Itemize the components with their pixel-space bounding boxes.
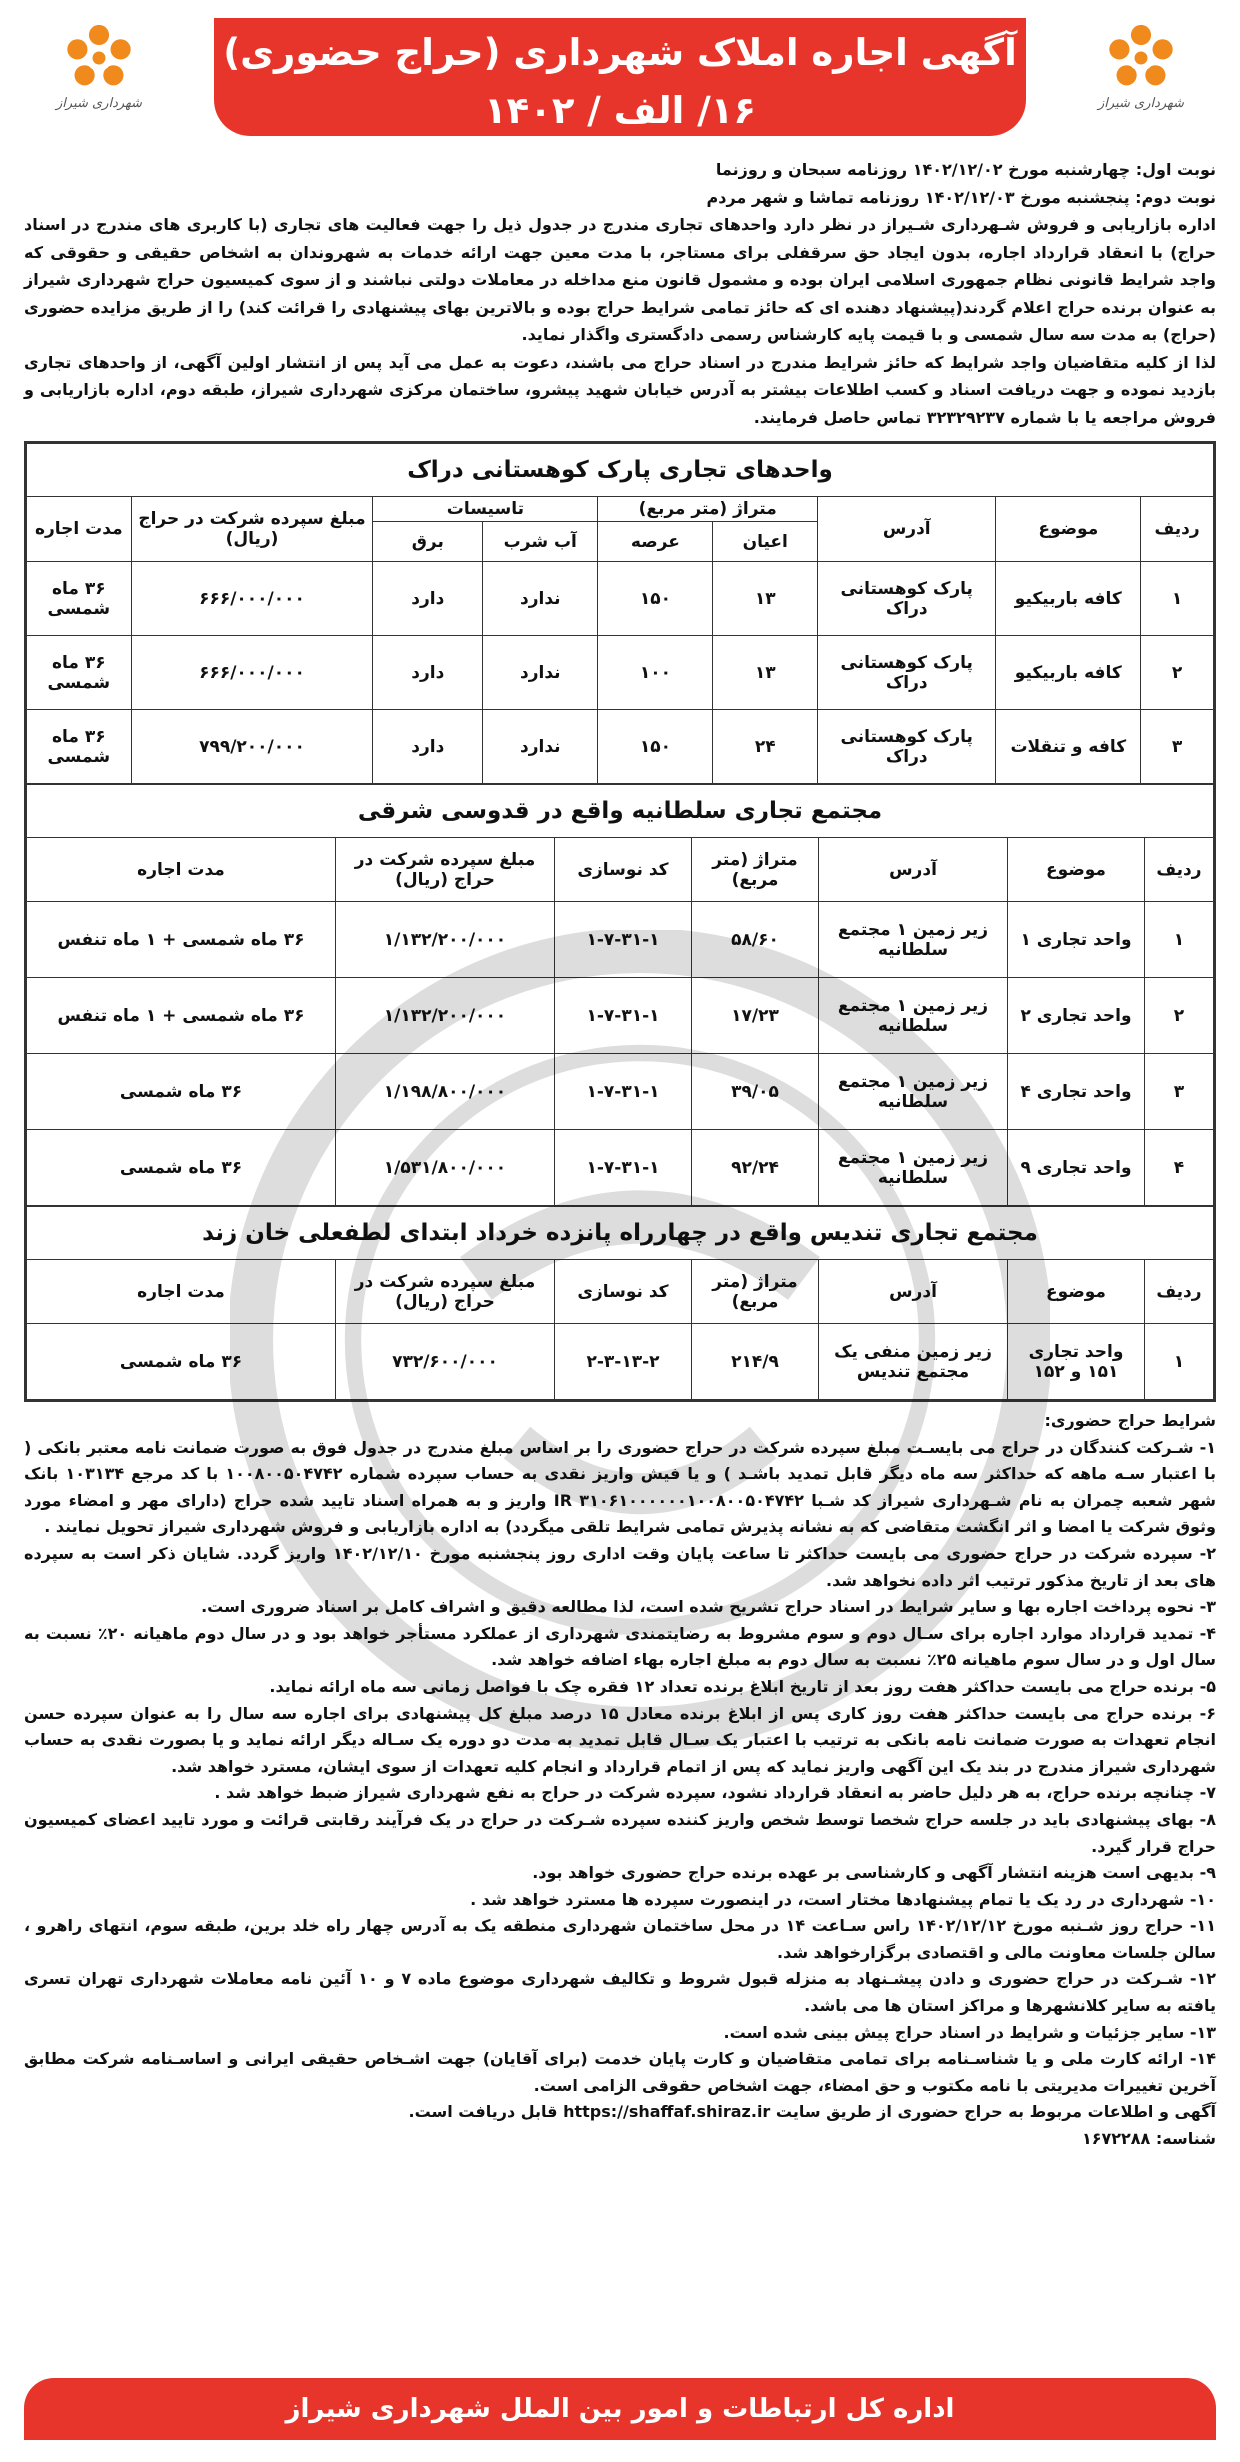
condition-item: ۶- برنده حراج می بایست حداکثر هفت روز کاری پس از ابلاغ برنده معادل ۱۵ درصد مبلغ کل پیشنهادی برای اجاره سه سال را به عنوان سپرده حسن انجام تعهدات به صورت ضمانت نامه بانکی به ترتیب با اعتبار یک سـال قابل تمدید به مدت دو دوره یک سـاله دیگر ارائه نماید و یا بصورت نقدی به حساب شهرداری شیراز مندرج در بند یک این آگهی واریز نماید که پس از اتمام قرارداد و انجام کلیه تعهدات از سوی ایشان، مسترد خواهد شد. (24, 1703, 1216, 1776)
round-one: نوبت اول: چهارشنبه مورخ ۱۴۰۲/۱۲/۰۲ روزنامه سبحان و روزنما (715, 160, 1216, 179)
col-header: کد نوسازی (555, 838, 692, 902)
condition-item: ۱۲- شـرکت در حراج حضوری و دادن پیشـنهاد به منزله قبول شروط و تکالیف شهرداری موضوع ماده ۷ و ۱۰ آئین نامه معاملات شهرداری تهران تسری یافته به سایر کلانشهرها و مراکز استان ها می باشد. (24, 1969, 1217, 2016)
col-header: آدرس (819, 838, 1008, 902)
cell-address: پارک کوهستانی دراک (818, 636, 996, 710)
site-line-before: آگهی و اطلاعات مربوط به حراج حضوری از طریق سایت (775, 2102, 1216, 2122)
condition-item: ۵- برنده حراج می بایست حداکثر هفت روز بعد از تاریخ ابلاغ برنده تعداد ۱۲ فقره چک با فواصل زمانی سه ماه ارائه نماید. (269, 1676, 1216, 1696)
condition-item: ۱۰- شهرداری در رد یک یا تمام پیشنهادها مختار است، در اینصورت سپرده ها مسترد خواهد شد . (470, 1889, 1216, 1909)
condition-item: ۱۴- ارائه کارت ملی و یا شناسـنامه برای تمامی متقاضیان و کارت پایان خدمت (برای آقایان) جهت اشـخاص حقیقی ایرانی و اساسـنامه شرکت مطابق آخرین تغییرات مدیریتی با نامه مکتوب و حق امضاء، جهت اشخاص حقوقی الزامی است. (24, 2049, 1216, 2095)
col-header: عرصه (598, 522, 713, 562)
site-line (24, 2099, 1216, 2126)
col-header: کد نوسازی (555, 1260, 692, 1324)
cell-subject: واحد تجاری ۱۵۱ و ۱۵۲ (1008, 1324, 1145, 1400)
site-url-link[interactable]: https://shaffaf.shiraz.ir (563, 2102, 771, 2122)
cell-subject: کافه باربیکیو (996, 636, 1141, 710)
cell-subject: واحد تجاری ۴ (1008, 1054, 1145, 1130)
cell-duration: ۳۶ ماه شمسی (27, 636, 132, 710)
page-title: آگهی اجاره املاک شهرداری (حراج حضوری) ۱۶/ الف / ۱۴۰۲ (223, 31, 1017, 132)
auction-conditions (24, 1408, 1216, 2153)
cell-address: پارک کوهستانی دراک (818, 710, 996, 784)
condition-item: ۲- سپرده شرکت در حراج حضوری می بایست حداکثر تا ساعت پایان وقت اداری روز پنجشنبه مورخ ۱۴۰۲/۱۲/۱۰ واریز گردد. شایان ذکر است به سپرده های بعد از تاریخ مذکور ترتیب اثر داده نخواهد شد. (24, 1543, 1216, 1590)
cell-deposit: ۶۶۶/۰۰۰/۰۰۰ (131, 562, 373, 636)
cell-land-area: ۱۰۰ (598, 636, 713, 710)
cell-duration: ۳۶ ماه شمسی (27, 1054, 336, 1130)
cell-duration: ۳۶ ماه شمسی (27, 1130, 336, 1206)
cell-subject: واحد تجاری ۱ (1008, 902, 1145, 978)
table-row (27, 562, 1214, 636)
table-darak-park (26, 443, 1214, 784)
intro (24, 156, 1216, 431)
cell-subject: کافه باربیکیو (996, 562, 1141, 636)
cell-deposit: ۱/۱۹۸/۸۰۰/۰۰۰ (336, 1054, 555, 1130)
cell-subject: کافه و تنقلات (996, 710, 1141, 784)
cell-row-number: ۱ (1141, 562, 1214, 636)
col-header: مبلغ سپرده شرکت در حراج (ریال) (336, 1260, 555, 1324)
cell-subject: واحد تجاری ۲ (1008, 978, 1145, 1054)
cell-row-number: ۳ (1141, 710, 1214, 784)
condition-item: ۴- تمدید قرارداد موارد اجاره برای سـال دوم و سوم مشروط به رضایتمندی شهرداری از عملکرد مستأجر خواهد بود و در سال دوم ماهیانه ۲۰٪ نسبت به سال اول و در سال سوم ماهیانه ۲۵٪ نسبت به سال دوم به مبلغ اجاره بهاء اضافه خواهد شد. (24, 1623, 1217, 1670)
id-line: شناسه: ۱۶۷۲۲۸۸ (1081, 2129, 1216, 2149)
cell-power: دارد (373, 710, 483, 784)
table-row (27, 902, 1214, 978)
cell-water: ندارد (483, 710, 598, 784)
cell-row-number: ۳ (1145, 1054, 1214, 1130)
cell-deposit: ۷۳۲/۶۰۰/۰۰۰ (336, 1324, 555, 1400)
cell-building-area: ۱۳ (713, 636, 818, 710)
table-caption: واحدهای تجاری پارک کوهستانی دراک (27, 444, 1214, 497)
cell-address: زیر زمین ۱ مجتمع سلطانیه (819, 978, 1008, 1054)
condition-item: ۱۱- حراج روز شـنبه مورخ ۱۴۰۲/۱۲/۱۲ راس سـاعت ۱۴ در محل ساختمان شهرداری منطقه یک به آدرس چهار راه خلد برین، طبقه سوم، انتهای راهرو ، سالن جلسات معاونت مالی و اقتصادی برگزارخواهد شد. (24, 1916, 1217, 1962)
cell-address: زیر زمین ۱ مجتمع سلطانیه (819, 902, 1008, 978)
cell-area: ۲۱۴/۹ (692, 1324, 819, 1400)
cell-land-area: ۱۵۰ (598, 562, 713, 636)
col-header: مدت اجاره (27, 1260, 336, 1324)
intro-paragraph-1: اداره بازاریابی و فروش شـهرداری شـیراز در نظر دارد واحدهای تجاری مندرج در جدول ذیل را جهت فعالیت های تجاری (با کاربری های مندرج در اسناد حراج) با انعقاد قرارداد اجاره، بدون ایجاد حق سرقفلی برای مستاجر، با مدت معین جهت ارائه خدمات به شهروندان به اشخاص حقیقی و حقوقی که واجد شرایط قانونی نظام جمهوری اسلامی ایران بوده و مشمول قانون منع مداخله در معاملات دولتی نباشند و از سوی کمیسیون حراج شهرداری شیراز به عنوان برنده حراج اعلام گردند(پیشنهاد دهنده ای که حائز تمامی شرایط حراج بوده و بالاترین بهای پیشنهادی را قرائت کند) را از طریق مزایده حضوری (حراج) به مدت سه سال شمسی و با قیمت پایه کارشناس رسمی دادگستری واگذار نماید. (24, 215, 1216, 344)
cell-land-area: ۱۵۰ (598, 710, 713, 784)
table-row (27, 1130, 1214, 1206)
col-header: مدت اجاره (27, 838, 336, 902)
table-caption: مجتمع تجاری تندیس واقع در چهارراه پانزده خرداد ابتدای لطفعلی خان زند (27, 1207, 1214, 1260)
cell-row-number: ۴ (1145, 1130, 1214, 1206)
condition-item: ۸- بهای پیشنهادی باید در جلسه حراج شخصا توسط شخص واریز کننده سپرده شـرکت در حراج در یک فرآیند رقابتی قرائت و مورد تایید اعضای کمیسیون حراج قرار گیرد. (24, 1809, 1216, 1856)
table-row (27, 636, 1214, 710)
cell-water: ندارد (483, 562, 598, 636)
cell-building-area: ۲۴ (713, 710, 818, 784)
cell-area: ۹۲/۲۴ (692, 1130, 819, 1206)
cell-duration: ۳۶ ماه شمسی + ۱ ماه تنفس (27, 978, 336, 1054)
col-header: آدرس (819, 1260, 1008, 1324)
condition-item: ۳- نحوه پرداخت اجاره بها و سایر شرایط در اسناد حراج تشریح شده است، لذا مطالعه دقیق و اشراف کامل بر اسناد ضروری است. (201, 1597, 1216, 1617)
cell-deposit: ۱/۱۳۲/۲۰۰/۰۰۰ (336, 902, 555, 978)
cell-renovation-code: ۱-۷-۳۱-۱ (555, 978, 692, 1054)
cell-area: ۱۷/۲۳ (692, 978, 819, 1054)
cell-duration: ۳۶ ماه شمسی (27, 710, 132, 784)
col-header: متراژ (متر مربع) (692, 838, 819, 902)
cell-row-number: ۱ (1145, 1324, 1214, 1400)
table-soltanieh (26, 784, 1214, 1206)
condition-item: ۹- بدیهی است هزینه انتشار آگهی و کارشناسی بر عهده برنده حراج حضوری خواهد بود. (532, 1863, 1216, 1883)
col-header: ردیف (1145, 1260, 1214, 1324)
col-header: متراژ (متر مربع) (598, 497, 818, 522)
col-header: تاسیسات (373, 497, 598, 522)
logo-left (34, 22, 164, 122)
cell-address: زیر زمین ۱ مجتمع سلطانیه (819, 1054, 1008, 1130)
cell-water: ندارد (483, 636, 598, 710)
cell-power: دارد (373, 636, 483, 710)
table-row (27, 710, 1214, 784)
conditions-title: شرایط حراج حضوری: (1044, 1411, 1216, 1430)
cell-power: دارد (373, 562, 483, 636)
round-two: نوبت دوم: پنجشنبه مورخ ۱۴۰۲/۱۲/۰۳ روزنامه تماشا و شهر مردم (706, 187, 1216, 207)
cell-area: ۵۸/۶۰ (692, 902, 819, 978)
cell-deposit: ۱/۵۳۱/۸۰۰/۰۰۰ (336, 1130, 555, 1206)
municipality-logo-icon (1105, 22, 1177, 94)
cell-row-number: ۲ (1145, 978, 1214, 1054)
cell-subject: واحد تجاری ۹ (1008, 1130, 1145, 1206)
col-header: آدرس (818, 497, 996, 562)
cell-address: زیر زمین ۱ مجتمع سلطانیه (819, 1130, 1008, 1206)
cell-deposit: ۷۹۹/۲۰۰/۰۰۰ (131, 710, 373, 784)
table-caption: مجتمع تجاری سلطانیه واقع در قدوسی شرقی (27, 785, 1214, 838)
col-header: مدت اجاره (27, 497, 132, 562)
condition-item: ۱۳- سایر جزئیات و شرایط در اسناد حراج پیش بینی شده است. (723, 2022, 1216, 2042)
cell-address: پارک کوهستانی دراک (818, 562, 996, 636)
logo-text: شهرداری شیراز (1098, 96, 1184, 111)
cell-duration: ۳۶ ماه شمسی (27, 1324, 336, 1400)
cell-address: زیر زمین منفی یک مجتمع تندیس (819, 1324, 1008, 1400)
cell-deposit: ۶۶۶/۰۰۰/۰۰۰ (131, 636, 373, 710)
table-row (27, 978, 1214, 1054)
cell-renovation-code: ۱-۷-۳۱-۱ (555, 902, 692, 978)
logo-text: شهرداری شیراز (56, 96, 142, 111)
cell-renovation-code: ۱-۷-۳۱-۱ (555, 1130, 692, 1206)
cell-renovation-code: ۱-۷-۳۱-۱ (555, 1054, 692, 1130)
logo-right (1076, 22, 1206, 122)
intro-paragraph-2: لذا از کلیه متقاضیان واجد شرایط که حائز شرایط مندرج در اسناد حراج می باشند، دعوت به عمل می آید پس از انتشار اولین آگهی، از واحدهای تجاری بازدید نموده و جهت دریافت اسناد و کسب اطلاعات بیشتر به آدرس خیابان شهید پیشرو، ساختمان مرکزی شهرداری شیراز، طبقه دوم، اداره بازاریابی و فروش مراجعه یا با شماره ۳۲۳۲۹۲۳۷ تماس حاصل فرمایند. (24, 352, 1216, 427)
table-row (27, 1054, 1214, 1130)
cell-area: ۳۹/۰۵ (692, 1054, 819, 1130)
cell-building-area: ۱۳ (713, 562, 818, 636)
site-line-after: قابل دریافت است. (408, 2102, 558, 2122)
cell-renovation-code: ۲-۳-۱۳-۲ (555, 1324, 692, 1400)
col-header: ردیف (1145, 838, 1214, 902)
col-header: مبلغ سپرده شرکت در حراج (ریال) (131, 497, 373, 562)
cell-duration: ۳۶ ماه شمسی + ۱ ماه تنفس (27, 902, 336, 978)
cell-row-number: ۱ (1145, 902, 1214, 978)
col-header: مبلغ سپرده شرکت در حراج (ریال) (336, 838, 555, 902)
col-header: موضوع (1008, 838, 1145, 902)
col-header: آب شرب (483, 522, 598, 562)
col-header: موضوع (996, 497, 1141, 562)
col-header: اعیان (713, 522, 818, 562)
table-tandis (26, 1206, 1214, 1400)
col-header: موضوع (1008, 1260, 1145, 1324)
condition-item: ۱- شـرکت کنندگان در حراج می بایسـت مبلغ سپرده شرکت در حراج حضوری را بر اساس مبلغ مندرج در جدول فوق به صورت ضمانت نامه معتبر بانکی ( با اعتبار سـه ماهه که حداکثر سه ماه دیگر قابل تمدید باشـد ) و یا فیش واریز نقدی به حساب سپرده شماره ۱۰۰۸۰۰۵۰۴۷۴۲ با کد مرجع ۱۰۳۱۳۴ بانک شهر شعبه چمران به نام شـهرداری شیراز کد شـبا IR ۳۱۰۶۱۰۰۰۰۰۰۱۰۰۸۰۰۵۰۴۷۴۲ واریز و به همراه اسناد تایید شده حراج (دارای مهر و امضاء مورد وثوق شرکت یا امضا و اثر انگشت متقاضی که به نشانه پذیرش تمامی شرایط تلقی میگردد) به اداره بازاریابی و فروش شهرداری شیراز تحویل نمایند . (24, 1437, 1217, 1537)
tables-frame (24, 441, 1216, 1402)
table-row (27, 1324, 1214, 1400)
cell-row-number: ۲ (1141, 636, 1214, 710)
cell-deposit: ۱/۱۳۲/۲۰۰/۰۰۰ (336, 978, 555, 1054)
col-header: برق (373, 522, 483, 562)
footer-band: اداره کل ارتباطات و امور بین الملل شهرداری شیراز (24, 2378, 1216, 2440)
col-header: ردیف (1141, 497, 1214, 562)
ad-number: ۱۵۷۵-۱۴۰۲ (521, 141, 719, 184)
municipality-logo-icon (63, 22, 135, 94)
cell-duration: ۳۶ ماه شمسی (27, 562, 132, 636)
col-header: متراژ (متر مربع) (692, 1260, 819, 1324)
condition-item: ۷- چنانچه برنده حراج، به هر دلیل حاضر به انعقاد قرارداد نشود، سپرده شرکت در حراج به نفع شهرداری شیراز ضبط خواهد شد . (214, 1783, 1216, 1803)
